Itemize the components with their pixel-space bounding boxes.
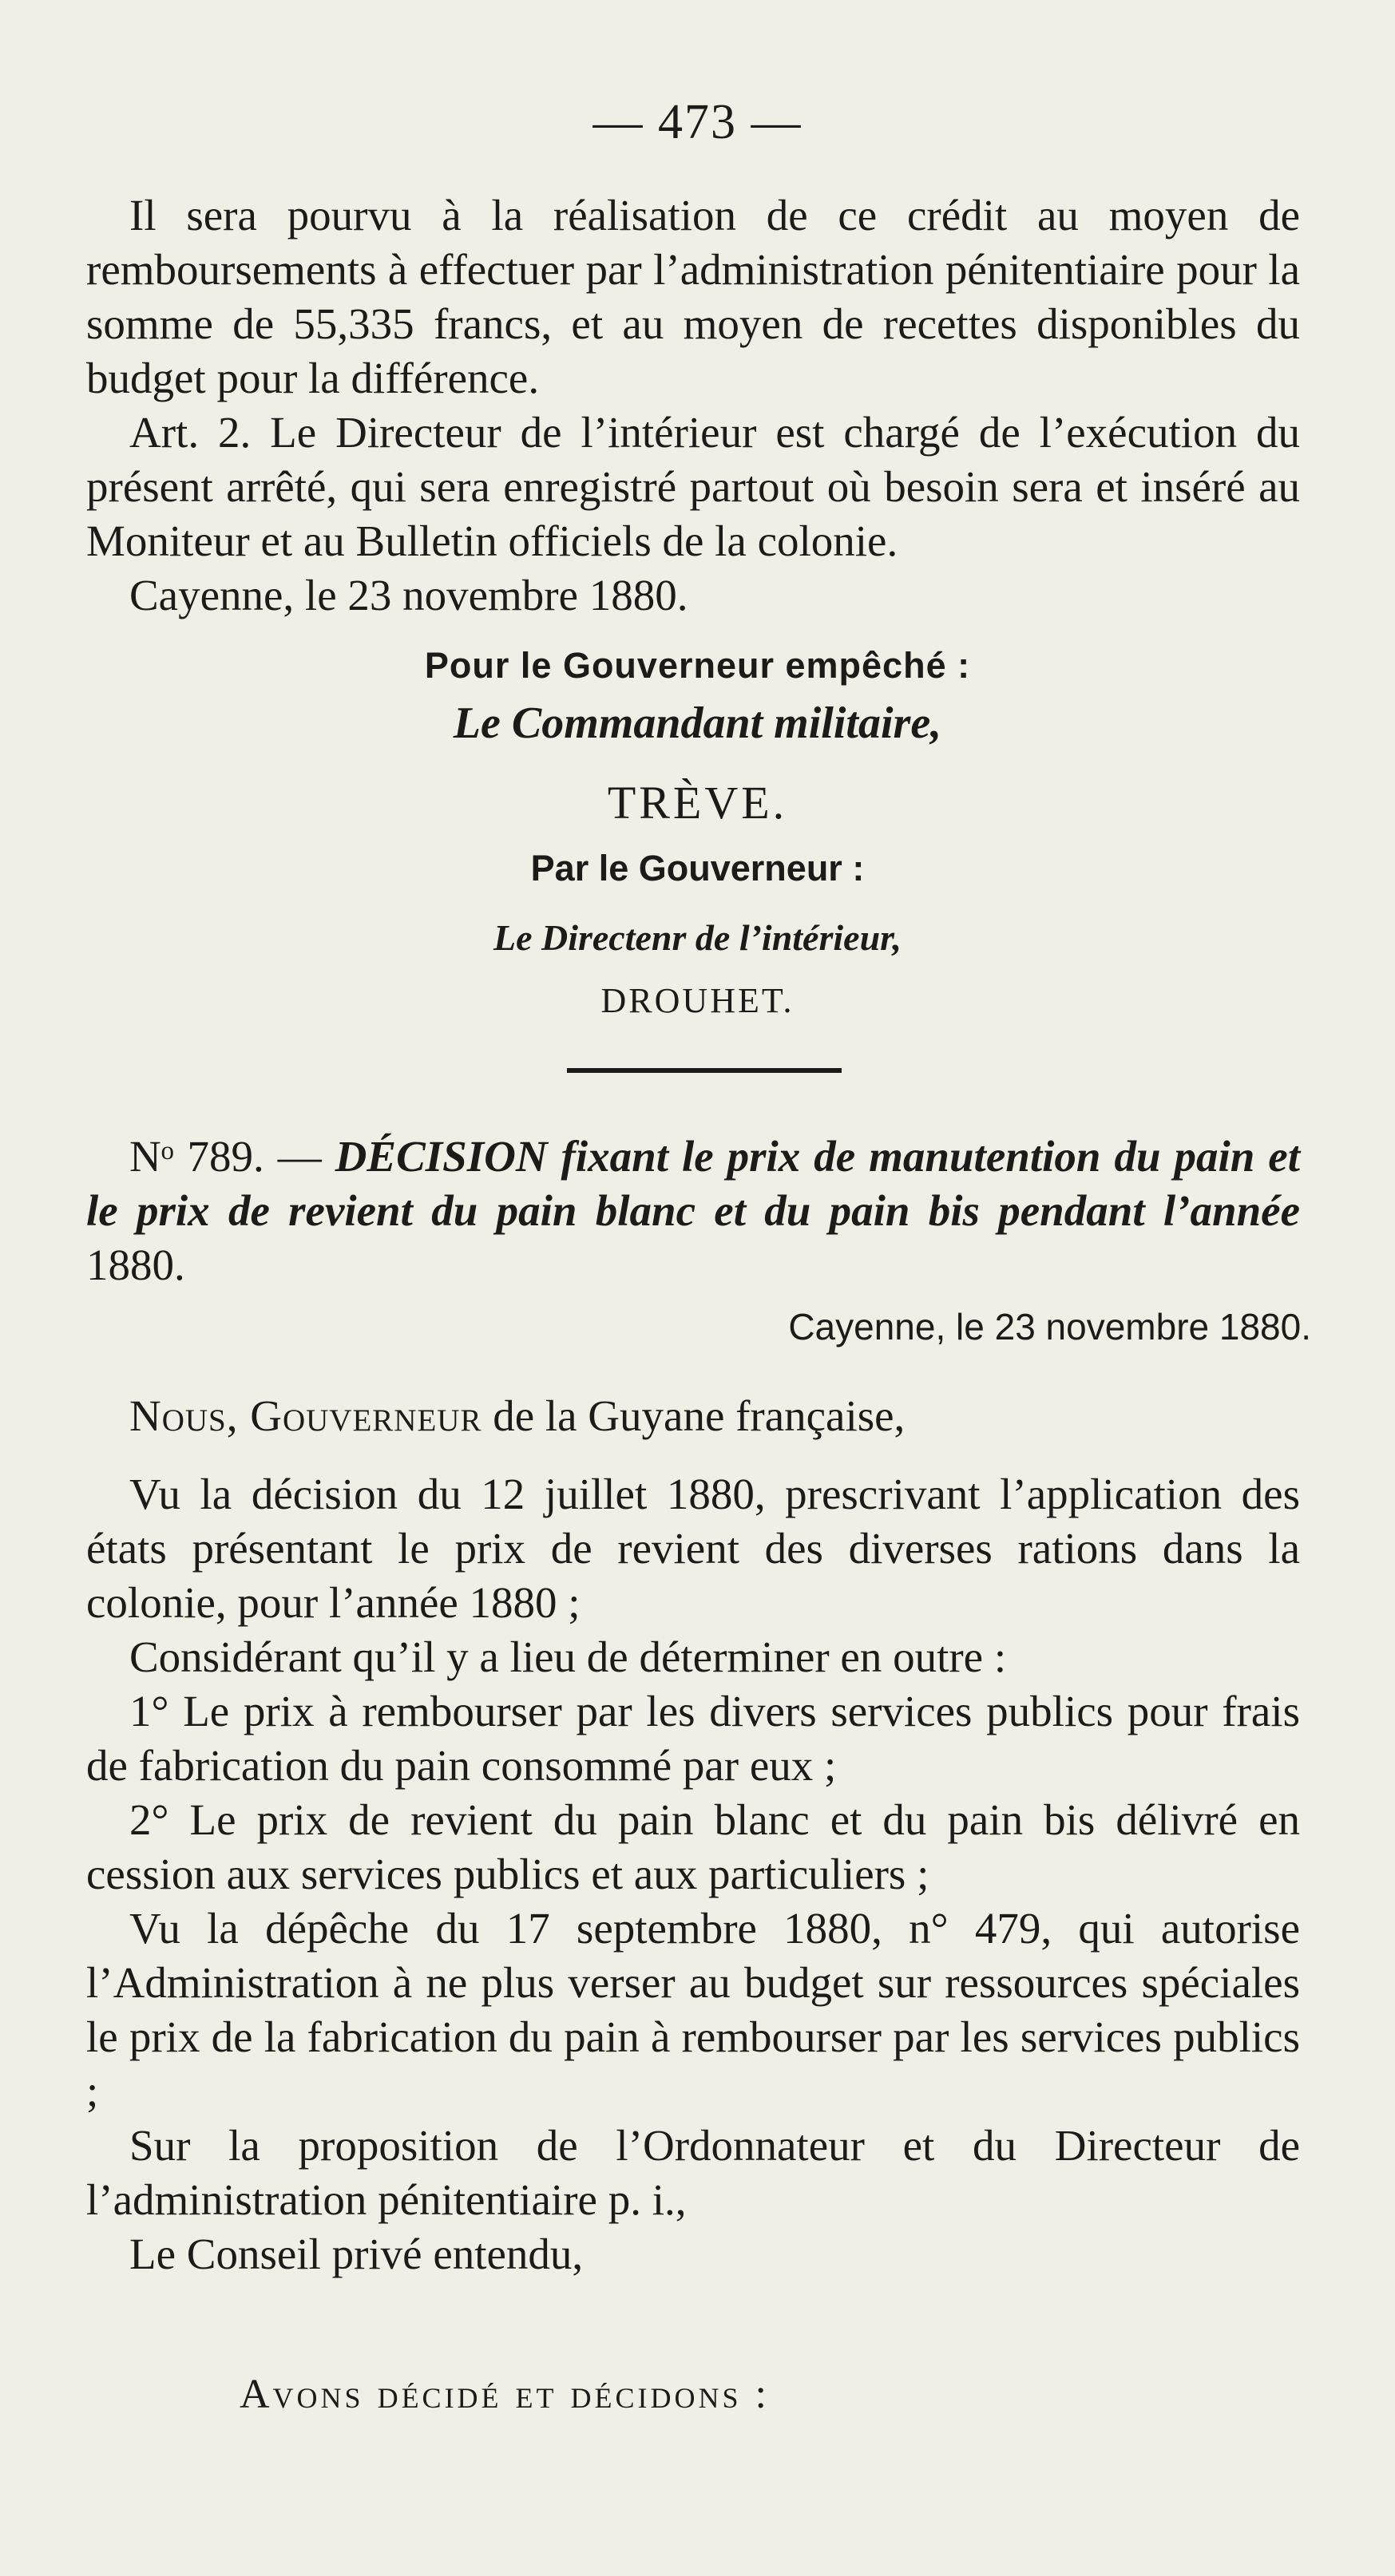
signature-line-5: Le Directenr de l’intérieur, [493,917,902,958]
arrete-conclusion [86,188,1300,623]
paragraph-art-2: Art. 2. Le Directeur de l’intérieur est chargé de l’exécution du présent arrêté, qui sera enregistré partout où besoin sera et inséré au Moniteur et au Bulletin officiels de la colonie. [86,408,1300,565]
opening-small-caps: Nous, Gouverneur [129,1391,482,1440]
paragraph-considerant: Considérant qu’il y a lieu de déterminer en outre : [129,1632,1007,1681]
section-divider [567,1068,842,1073]
paragraph-item-1: 1° Le prix à rembourser par les divers services publics pour frais de fabrication du pain consommé par eux ; [86,1687,1300,1790]
decision-date: Cayenne, le 23 novembre 1880. [788,1306,1311,1347]
page-number: — 473 — [592,95,803,149]
closing-formula: Avons décidé et décidons : [240,2372,770,2417]
spacer [86,1443,1300,1467]
decision-heading [86,1130,1300,1292]
decision-year: 1880. [86,1241,185,1289]
opening-rest: de la Guyane française, [482,1391,906,1440]
decision-title: DÉCISION fixant le prix de manutention du pain et le prix de revient du pain blanc et du pain bis pendant l’année [86,1132,1300,1235]
signature-line-2: Le Commandant militaire, [453,698,942,748]
opening-line [86,1389,1300,1443]
signature-line-4: Par le Gouverneur : [530,848,865,888]
paragraph-proposition: Sur la proposition de l’Ordonnateur et du Directeur de l’administration pénitentiaire p. i., [86,2121,1300,2224]
paragraph-conseil: Le Conseil privé entendu, [129,2230,584,2278]
signature-line-1: Pour le Gouverneur empêché : [424,645,971,686]
paragraph-vu-depeche: Vu la dépêche du 17 septembre 1880, n° 479, qui autorise l’Administration à ne plus verser au budget sur ressources spéciales le prix de la fabrication du pain à rembourser par les services publics ; [86,1904,1300,2115]
decision-heading-text [86,1130,1300,1292]
paragraph-vu-decision: Vu la décision du 12 juillet 1880, prescrivant l’application des états présentant le prix de revient des diverses rations dans la colonie, pour l’année 1880 ; [86,1470,1300,1627]
paragraph-item-2: 2° Le prix de revient du pain blanc et du pain bis délivré en cession aux services publics et aux particuliers ; [86,1795,1300,1898]
decision-number: Nᵒ 789. — [129,1132,335,1181]
decision-body [86,1389,1300,2281]
paragraph-credit: Il sera pourvu à la réalisation de ce crédit au moyen de remboursements à effectuer par l’administration pénitentiaire pour la somme de 55,335 francs, et au moyen de recettes disponibles du budget pour la différence. [86,191,1300,402]
signature-name-drouhet: DROUHET. [600,981,795,1020]
signature-name-treve: TRÈVE. [607,777,788,829]
paragraph-place-date: Cayenne, le 23 novembre 1880. [129,571,688,619]
